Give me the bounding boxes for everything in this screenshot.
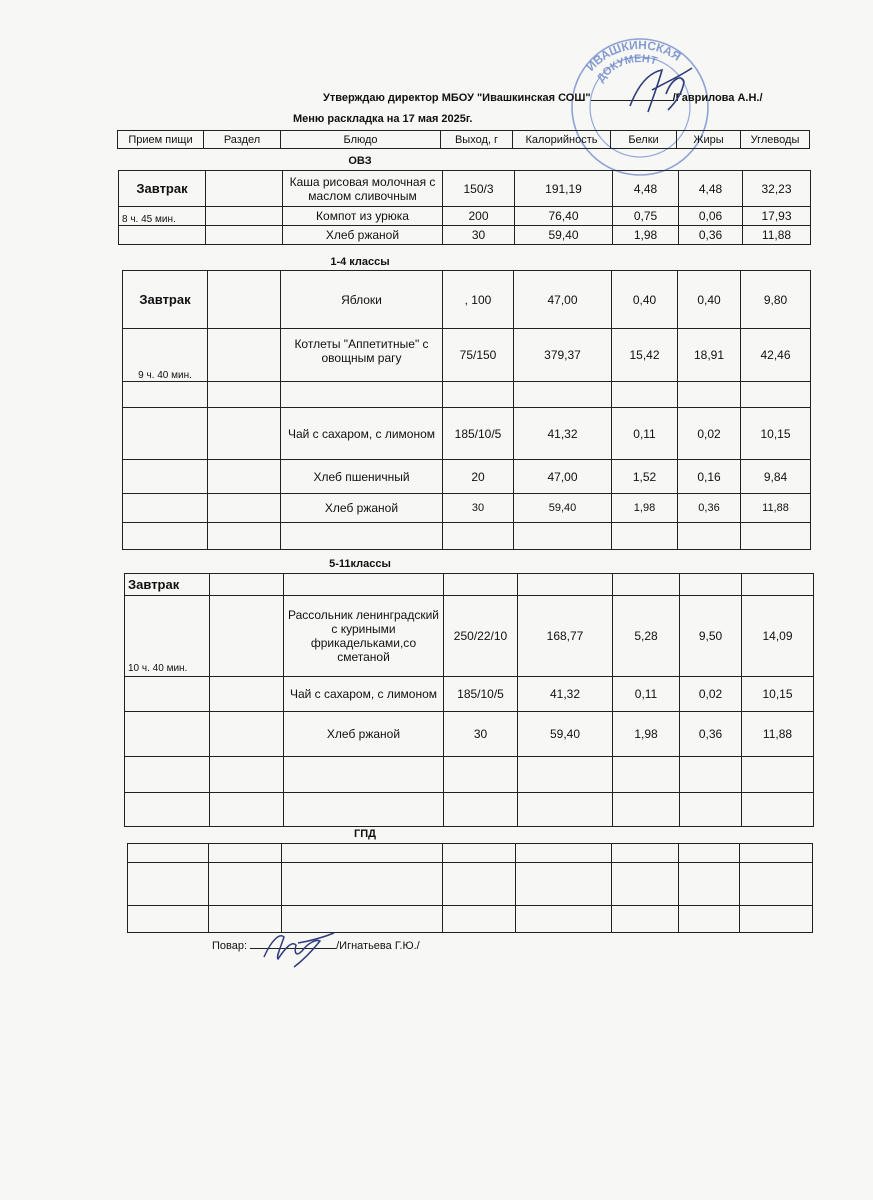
- section-label: ОВЗ: [348, 155, 372, 167]
- dish-cell: [284, 757, 444, 793]
- carbs-cell: [740, 863, 813, 906]
- kcal-cell: 41,32: [518, 677, 613, 712]
- dish-cell: [282, 863, 443, 906]
- protein-cell: 4,48: [613, 171, 679, 207]
- fat-cell: 0,40: [678, 271, 741, 329]
- yield-cell: 75/150: [443, 329, 514, 382]
- section-cell: [210, 574, 284, 596]
- protein-cell: 1,98: [613, 226, 679, 245]
- fat-cell: 0,36: [678, 494, 741, 523]
- yield-cell: [443, 906, 516, 933]
- table-row: [123, 408, 811, 460]
- yield-cell: [444, 574, 518, 596]
- yield-cell: 150/3: [443, 171, 515, 207]
- kcal-cell: 59,40: [518, 712, 613, 757]
- cook-name: /Игнатьева Г.Ю./: [336, 940, 420, 952]
- meal-cell: [123, 382, 208, 408]
- meal-cell: [123, 408, 208, 460]
- cook-signature-icon: [258, 925, 338, 970]
- kcal-cell: 59,40: [514, 494, 612, 523]
- protein-cell: [612, 844, 679, 863]
- protein-cell: 0,75: [613, 207, 679, 226]
- meal-cell: [128, 844, 209, 863]
- kcal-cell: [516, 906, 612, 933]
- fat-cell: 0,16: [678, 460, 741, 494]
- meal-time: 8 ч. 45 мин.: [119, 207, 206, 226]
- dish-cell: Хлеб пшеничный: [281, 460, 443, 494]
- fat-cell: 18,91: [678, 329, 741, 382]
- section-label: 5-11классы: [329, 558, 391, 570]
- section-cell: [208, 382, 281, 408]
- table-row: [123, 271, 811, 329]
- carbs-cell: 32,23: [743, 171, 811, 207]
- table-row: [125, 757, 814, 793]
- carbs-cell: 10,15: [742, 677, 814, 712]
- meal-time: [128, 863, 209, 906]
- dish-cell: Чай с сахаром, с лимоном: [281, 408, 443, 460]
- section-cell: [208, 523, 281, 550]
- protein-cell: [612, 906, 679, 933]
- table-row: [125, 574, 814, 596]
- fat-cell: 9,50: [680, 596, 742, 677]
- yield-cell: [444, 793, 518, 827]
- meal-name: Завтрак: [125, 574, 210, 596]
- carbs-cell: [740, 844, 813, 863]
- kcal-cell: 168,77: [518, 596, 613, 677]
- yield-cell: 185/10/5: [443, 408, 514, 460]
- carbs-cell: [741, 523, 811, 550]
- column-header: Жиры: [677, 131, 741, 149]
- meal-cell: [125, 793, 210, 827]
- yield-cell: , 100: [443, 271, 514, 329]
- kcal-cell: [518, 574, 613, 596]
- protein-cell: [613, 574, 680, 596]
- yield-cell: 20: [443, 460, 514, 494]
- meal-cell: [123, 494, 208, 523]
- carbs-cell: 9,84: [741, 460, 811, 494]
- kcal-cell: 47,00: [514, 460, 612, 494]
- fat-cell: 4,48: [679, 171, 743, 207]
- section-cell: [210, 757, 284, 793]
- table-row: [123, 494, 811, 523]
- kcal-cell: [516, 844, 612, 863]
- carbs-cell: [740, 906, 813, 933]
- director-signature-icon: [622, 60, 702, 118]
- table-header-row: [118, 131, 810, 149]
- approval-name: /Гаврилова А.Н./: [672, 92, 763, 104]
- section-cell: [208, 494, 281, 523]
- meal-cell: [128, 906, 209, 933]
- kcal-cell: [514, 523, 612, 550]
- carbs-cell: [742, 793, 814, 827]
- carbs-cell: [742, 757, 814, 793]
- protein-cell: [612, 382, 678, 408]
- dish-cell: Компот из урюка: [283, 207, 443, 226]
- fat-cell: [679, 906, 740, 933]
- protein-cell: 0,11: [612, 408, 678, 460]
- yield-cell: [444, 757, 518, 793]
- table-row: [123, 460, 811, 494]
- meal-cell: [125, 757, 210, 793]
- yield-cell: 185/10/5: [444, 677, 518, 712]
- meal-time: 9 ч. 40 мин.: [123, 329, 208, 382]
- table-row: [128, 906, 813, 933]
- kcal-cell: 191,19: [515, 171, 613, 207]
- fat-cell: 0,02: [678, 408, 741, 460]
- kcal-cell: [518, 793, 613, 827]
- yield-cell: 30: [444, 712, 518, 757]
- dish-cell: Каша рисовая молочная с маслом сливочным: [283, 171, 443, 207]
- yield-cell: [443, 523, 514, 550]
- section-cell: [208, 329, 281, 382]
- column-header: Блюдо: [281, 131, 441, 149]
- table-row: [119, 226, 811, 245]
- menu-header-table: [117, 130, 810, 149]
- yield-cell: 30: [443, 226, 515, 245]
- yield-cell: [443, 844, 516, 863]
- dish-cell: Котлеты "Аппетитные" с овощным рагу: [281, 329, 443, 382]
- column-header: Белки: [611, 131, 677, 149]
- fat-cell: [679, 863, 740, 906]
- carbs-cell: 11,88: [743, 226, 811, 245]
- document-subtitle: Меню раскладка на 17 мая 2025г.: [293, 113, 473, 125]
- fat-cell: [678, 523, 741, 550]
- carbs-cell: 42,46: [741, 329, 811, 382]
- dish-cell: Рассольник ленинградский с куриными фрикадельками,со сметаной: [284, 596, 444, 677]
- fat-cell: [679, 844, 740, 863]
- dish-cell: Хлеб ржаной: [283, 226, 443, 245]
- dish-cell: [281, 523, 443, 550]
- dish-cell: Яблоки: [281, 271, 443, 329]
- meal-cell: [123, 523, 208, 550]
- kcal-cell: 47,00: [514, 271, 612, 329]
- kcal-cell: 379,37: [514, 329, 612, 382]
- kcal-cell: 59,40: [515, 226, 613, 245]
- section-cell: [206, 171, 283, 207]
- carbs-cell: [741, 382, 811, 408]
- kcal-cell: 76,40: [515, 207, 613, 226]
- dish-cell: Чай с сахаром, с лимоном: [284, 677, 444, 712]
- yield-cell: [443, 382, 514, 408]
- fat-cell: [678, 382, 741, 408]
- fat-cell: [680, 574, 742, 596]
- carbs-cell: 9,80: [741, 271, 811, 329]
- carbs-cell: [742, 574, 814, 596]
- column-header: Калорийность: [513, 131, 611, 149]
- dish-cell: [282, 844, 443, 863]
- section-cell: [210, 793, 284, 827]
- protein-cell: 1,98: [612, 494, 678, 523]
- stamp-text-outer: ИВАШКИНСКАЯ: [583, 37, 684, 74]
- kcal-cell: [514, 382, 612, 408]
- cook-label: Повар:: [212, 940, 248, 952]
- kcal-cell: [518, 757, 613, 793]
- carbs-cell: 10,15: [741, 408, 811, 460]
- table-row: [125, 712, 814, 757]
- table-row: [123, 523, 811, 550]
- section-cell: [210, 677, 284, 712]
- table-row: [128, 844, 813, 863]
- fat-cell: 0,36: [680, 712, 742, 757]
- section-table-1-4: [122, 270, 811, 550]
- section-table-5-11: [124, 573, 814, 827]
- section-table-ovz: [118, 170, 811, 245]
- section-cell: [209, 844, 282, 863]
- meal-cell: [123, 460, 208, 494]
- section-cell: [209, 863, 282, 906]
- fat-cell: [680, 757, 742, 793]
- column-header: Раздел: [204, 131, 281, 149]
- table-row: [119, 207, 811, 226]
- table-row: [123, 382, 811, 408]
- dish-cell: Хлеб ржаной: [281, 494, 443, 523]
- protein-cell: 1,52: [612, 460, 678, 494]
- section-cell: [208, 408, 281, 460]
- yield-cell: 250/22/10: [444, 596, 518, 677]
- section-table-gpd: [127, 843, 813, 933]
- section-label: 1-4 классы: [330, 256, 390, 268]
- protein-cell: [613, 793, 680, 827]
- carbs-cell: 11,88: [741, 494, 811, 523]
- dish-cell: [284, 793, 444, 827]
- fat-cell: [680, 793, 742, 827]
- protein-cell: [612, 863, 679, 906]
- section-cell: [208, 271, 281, 329]
- column-header: Прием пищи: [118, 131, 204, 149]
- table-row: [123, 329, 811, 382]
- table-row: [125, 793, 814, 827]
- table-row: [125, 596, 814, 677]
- carbs-cell: 17,93: [743, 207, 811, 226]
- meal-name: Завтрак: [119, 171, 206, 207]
- protein-cell: 15,42: [612, 329, 678, 382]
- section-cell: [206, 207, 283, 226]
- dish-cell: Хлеб ржаной: [284, 712, 444, 757]
- stamp-text-top: ДОКУМЕНТ: [594, 52, 659, 85]
- meal-name: Завтрак: [123, 271, 208, 329]
- protein-cell: 0,40: [612, 271, 678, 329]
- dish-cell: [281, 382, 443, 408]
- section-label: ГПД: [354, 828, 376, 840]
- dish-cell: [284, 574, 444, 596]
- table-row: [119, 171, 811, 207]
- column-header: Выход, г: [441, 131, 513, 149]
- meal-cell: [119, 226, 206, 245]
- carbs-cell: 14,09: [742, 596, 814, 677]
- table-row: [128, 863, 813, 906]
- kcal-cell: 41,32: [514, 408, 612, 460]
- yield-cell: [443, 863, 516, 906]
- approval-prefix: Утверждаю директор МБОУ "Ивашкинская СОШ": [323, 92, 591, 104]
- section-cell: [210, 596, 284, 677]
- section-cell: [208, 460, 281, 494]
- protein-cell: 5,28: [613, 596, 680, 677]
- fat-cell: 0,02: [680, 677, 742, 712]
- meal-time: 10 ч. 40 мин.: [125, 596, 210, 677]
- yield-cell: 200: [443, 207, 515, 226]
- protein-cell: 0,11: [613, 677, 680, 712]
- table-row: [125, 677, 814, 712]
- carbs-cell: 11,88: [742, 712, 814, 757]
- meal-cell: [125, 677, 210, 712]
- section-cell: [206, 226, 283, 245]
- fat-cell: 0,36: [679, 226, 743, 245]
- column-header: Углеводы: [741, 131, 810, 149]
- section-cell: [210, 712, 284, 757]
- protein-cell: [612, 523, 678, 550]
- yield-cell: 30: [443, 494, 514, 523]
- fat-cell: 0,06: [679, 207, 743, 226]
- protein-cell: [613, 757, 680, 793]
- meal-cell: [125, 712, 210, 757]
- protein-cell: 1,98: [613, 712, 680, 757]
- kcal-cell: [516, 863, 612, 906]
